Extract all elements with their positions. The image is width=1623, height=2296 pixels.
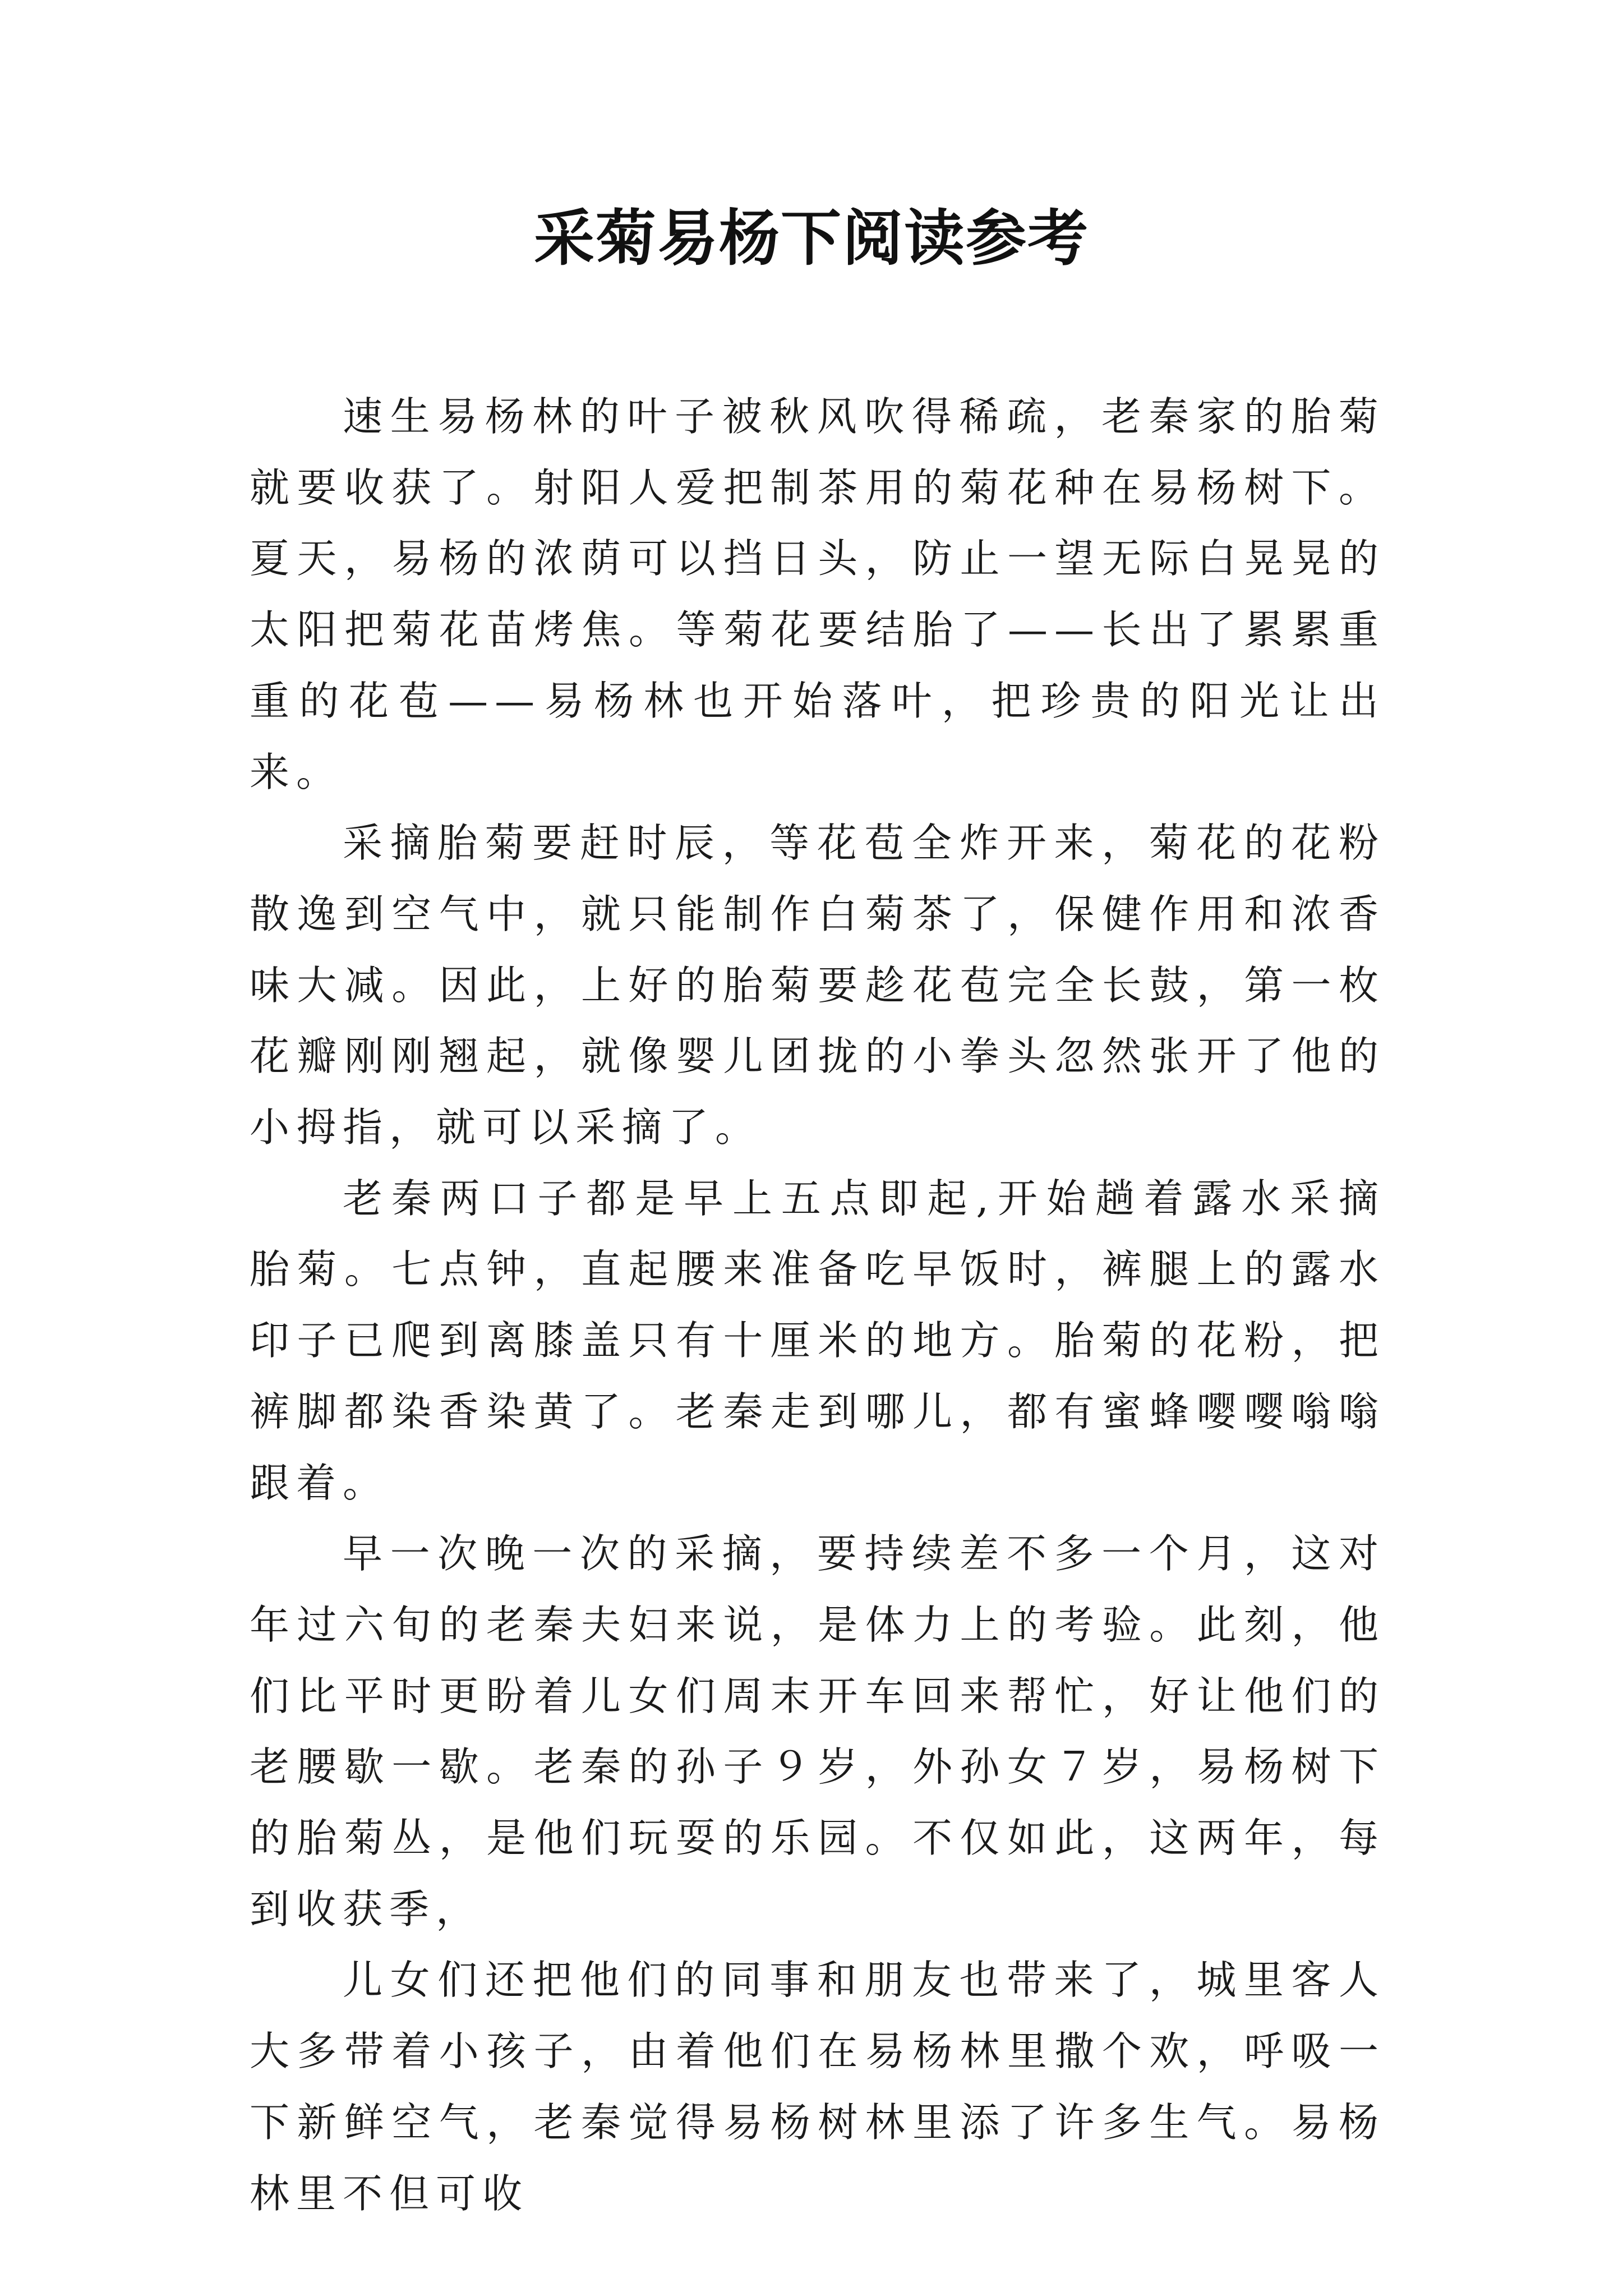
paragraph: 采摘胎菊要赶时辰，等花苞全炸开来，菊花的花粉散逸到空气中，就只能制作白菊茶了，保健作用和浓香味大减。因此，上好的胎菊要趁花苞完全长鼓，第一枚花瓣刚刚翘起，就像婴儿团拢的小拳头忽然张开了他的小拇指，就可以采摘了。 bbox=[250, 820, 1385, 1151]
document-body bbox=[250, 381, 1385, 2229]
paragraph: 老秦两口子都是早上五点即起,开始趟着露水采摘胎菊。七点钟，直起腰来准备吃早饭时，裤腿上的露水印子已爬到离膝盖只有十厘米的地方。胎菊的花粉，把裤脚都染香染黄了。老秦走到哪儿，都有蜜蜂嘤嘤嗡嗡跟着。 bbox=[250, 1175, 1385, 1506]
paragraph: 早一次晚一次的采摘，要持续差不多一个月，这对年过六旬的老秦夫妇来说，是体力上的考验。此刻，他们比平时更盼着儿女们周末开车回来帮忙，好让他们的老腰歇一歇。老秦的孙子９岁，外孙女７岁，易杨树下的胎菊丛，是他们玩耍的乐园。不仅如此，这两年，每到收获季， bbox=[250, 1530, 1385, 1932]
paragraph: 儿女们还把他们的同事和朋友也带来了，城里客人大多带着小孩子，由着他们在易杨林里撒个欢，呼吸一下新鲜空气，老秦觉得易杨树林里添了许多生气。易杨林里不但可收 bbox=[250, 1957, 1385, 2217]
paragraph: 速生易杨林的叶子被秋风吹得稀疏，老秦家的胎菊就要收获了。射阳人爱把制茶用的菊花种在易杨树下。夏天，易杨的浓荫可以挡日头，防止一望无际白晃晃的太阳把菊花苗烤焦。等菊花要结胎了——长出了累累重重的花苞——易杨林也开始落叶，把珍贵的阳光让出来。 bbox=[250, 393, 1385, 795]
document-title: 采菊易杨下阅读参考 bbox=[533, 203, 1089, 274]
